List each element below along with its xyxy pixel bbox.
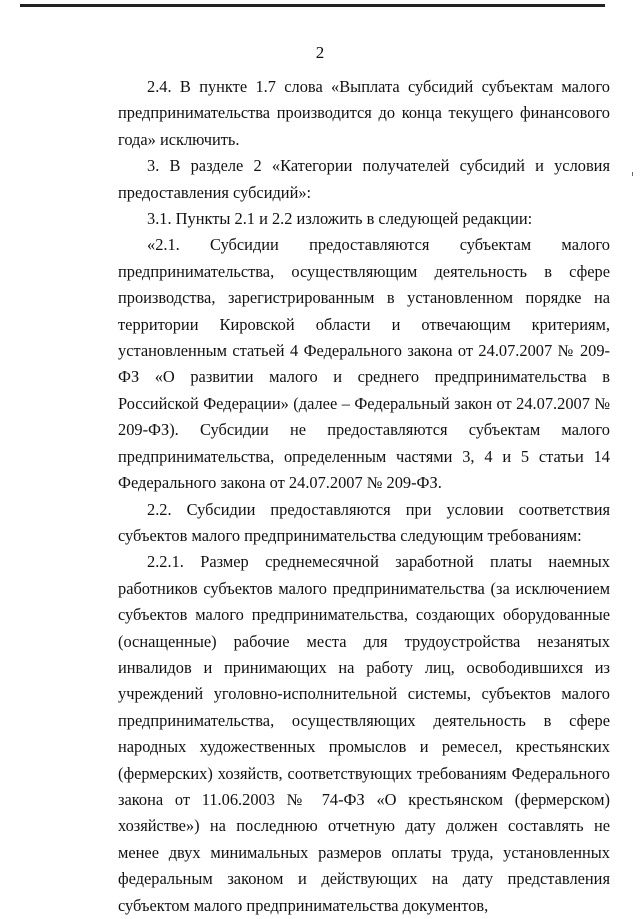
paragraph-2-2: 2.2. Субсидии предоставляются при условии соответствия субъектов малого предпринимательства следующим требованиям: [118, 499, 610, 545]
document-body [118, 74, 610, 919]
paragraph-3-1: 3.1. Пункты 2.1 и 2.2 изложить в следующей редакции: [147, 209, 533, 229]
paragraph-2-4: 2.4. В пункте 1.7 слова «Выплата субсидий субъектам малого предпринимательства производится до конца текущего финансового года» исключить. [118, 77, 610, 149]
paragraph-2-1: «2.1. Субсидии предоставляются субъектам малого предпринимательства, осуществляющим деятельность в сфере производства, зарегистрированным в установленном порядке на территории Кировской области и отвечающим критериям, установленным статьей 4 Федерального закона от 24.07.2007 № 209-ФЗ «О развитии малого и среднего предпринимательства в Российской Федерации» (далее – Федеральный закон от 24.07.2007 № 209-ФЗ). Субсидии не предоставляются субъектам малого предпринимательства, определенным частями 3, 4 и 5 статьи 14 Федерального закона от 24.07.2007 № 209-ФЗ. [118, 235, 610, 493]
scan-edge-mark [632, 172, 633, 176]
page-number: 2 [315, 43, 325, 62]
top-border-line [20, 4, 605, 7]
paragraph-2-2-1: 2.2.1. Размер среднемесячной заработной платы наемных работников субъектов малого предпринимательства (за исключением субъектов малого предпринимательства, создающих оборудованные (оснащенные) рабочие места для трудоустройства незанятых инвалидов и принимающих на работу лиц, освободившихся из учреждений уголовно-исполнительной системы, субъектов малого предпринимательства, осуществляющих деятельность в сфере народных художественных промыслов и ремесел, крестьянских (фермерских) хозяйств, соответствующих требованиям Федерального закона от 11.06.2003 № 74-ФЗ «О крестьянском (фермерском) хозяйстве») на последнюю отчетную дату должен составлять не менее двух минимальных размеров оплаты труда, установленных федеральным законом и действующих на дату представления субъектом малого предпринимательства документов, [118, 552, 610, 915]
paragraph-section-3: 3. В разделе 2 «Категории получателей субсидий и условия предоставления субсидий»: [118, 156, 610, 202]
